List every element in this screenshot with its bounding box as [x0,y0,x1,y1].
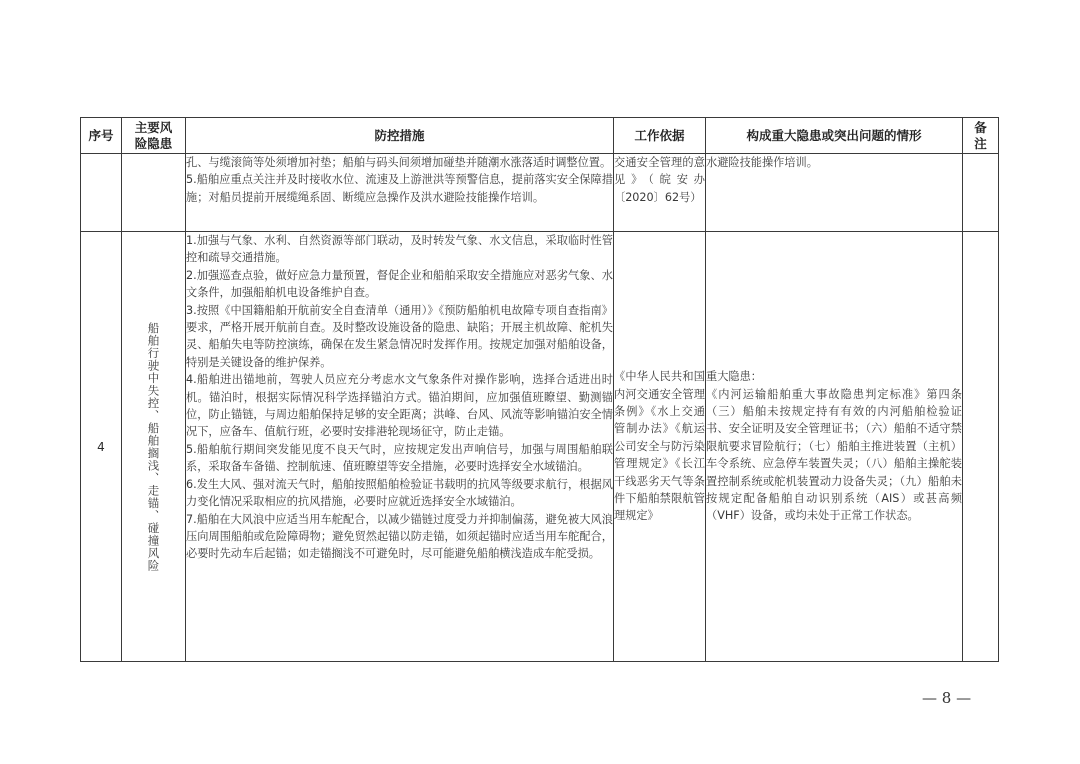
header-risk: 主要风险隐患 [122,118,186,154]
header-basis: 工作依据 [614,118,706,154]
cell-condition [706,232,963,662]
measure-item-5: 5.船舶航行期间突发能见度不良天气时，应按规定发出声响信号，加强与周围船舶联系，采取备车备锚、控制航速、值班瞭望等安全措施，必要时选择安全水域锚泊。 [186,442,613,474]
risk-control-table [80,117,999,662]
header-seq: 序号 [81,118,122,154]
cell-measures-cont [186,154,614,232]
risk-text: 船舶行驶中失控、船舶搁浅、走锚、碰撞风险 [146,321,161,572]
measure-text: 孔、与缆滚筒等处须增加衬垫；船舶与码头间须增加碰垫并随潮水涨落适时调整位置。 [186,156,612,169]
header-remark: 备注 [963,118,999,154]
cell-measures [186,232,614,662]
condition-body: 《内河运输船舶重大事故隐患判定标准》第四条（三）船舶未按规定持有有效的内河船舶检验证书、安全证明及安全管理证书；（六）船舶不适守禁限航要求冒险航行；（七）船舶主推进装置（主机）车令系统、应急停车装置失灵；（八）船舶主操舵装置控制系统或舵机装置动力设备失灵；（九）船舶未按规定配备船舶自动识别系统（AIS）或甚高频（VHF）设备，或均未处于正常工作状态。 [706,387,962,523]
measure-item-3: 3.按照《中国籍船舶开航前安全自查清单（通用）》《预防船舶机电故障专项自查指南》要求，严格开展开航前自查。及时整改设施设备的隐患、缺陷；开展主机故障、舵机失灵、船舶失电等防控演练，确保在发生紧急情况时发挥作用。按规定加强对船舶设备，特别是关键设备的维护保养。 [186,303,613,369]
header-measures: 防控措施 [186,118,614,154]
measure-item-2: 2.加强巡查点验，做好应急力量预置，督促企业和船舶采取安全措施应对恶劣气象、水文条件，加强船舶机电设备维护自查。 [186,268,613,300]
table-row [81,232,999,662]
measure-text: 5.船舶应重点关注并及时接收水位、流速及上游泄洪等预警信息，提前落实安全保障措施；对船员提前开展缆绳系固、断缆应急操作及洪水避险技能操作培训。 [186,173,613,204]
cell-basis: 《中华人民共和国内河交通安全管理条例》《水上交通管制办法》《航运公司安全与防污染管理规定》《长江干线恶劣天气等条件下船舶禁限航管理规定》 [614,232,706,662]
cell-remark-cont [963,154,999,232]
table-row [81,154,999,232]
cell-condition-cont: 水避险技能操作培训。 [706,154,963,232]
condition-title: 重大隐患： [706,370,762,384]
page-number: — 8 — [922,689,972,707]
cell-basis-cont: 交通安全管理的意见》（皖安办〔2020〕62号） [614,154,706,232]
measure-item-6: 6.发生大风、强对流天气时，船舶按照船舶检验证书载明的抗风等级要求航行，根据风力变化情况采取相应的抗风措施，必要时应就近选择安全水域锚泊。 [186,477,613,509]
cell-risk-cont [122,154,186,232]
measure-item-4: 4.船舶进出锚地前，驾驶人员应充分考虑水文气象条件对操作影响，选择合适进出时机。锚泊时，根据实际情况科学选择锚泊方式。锚泊期间，应加强值班瞭望、勤测锚位，防止锚链，与周边船舶保持足够的安全距离；洪峰、台风、风流等影响锚泊安全情况下，应备车、值航行班，必要时安排港轮现场征守，防止走锚。 [186,373,613,439]
measure-item-7: 7.船舶在大风浪中应适当用车舵配合，以减少锚链过度受力并抑制偏荡，避免被大风浪压向周围船舶或危险障碍物；避免贸然起锚以防走锚，如须起锚时应适当用车舵配合，必要时先动车后起锚；如走锚搁浅不可避免时，尽可能避免船舶横浅造成车舵受损。 [186,512,613,561]
cell-risk [122,232,186,662]
cell-seq-cont [81,154,122,232]
table-header-row [81,118,999,154]
risk-vertical-text [122,322,185,572]
cell-remark [963,232,999,662]
measure-item-1: 1.加强与气象、水利、自然资源等部门联动，及时转发气象、水文信息，采取临时性管控和疏导交通措施。 [186,234,613,265]
header-condition: 构成重大隐患或突出问题的情形 [706,118,963,154]
cell-seq: 4 [81,232,122,662]
